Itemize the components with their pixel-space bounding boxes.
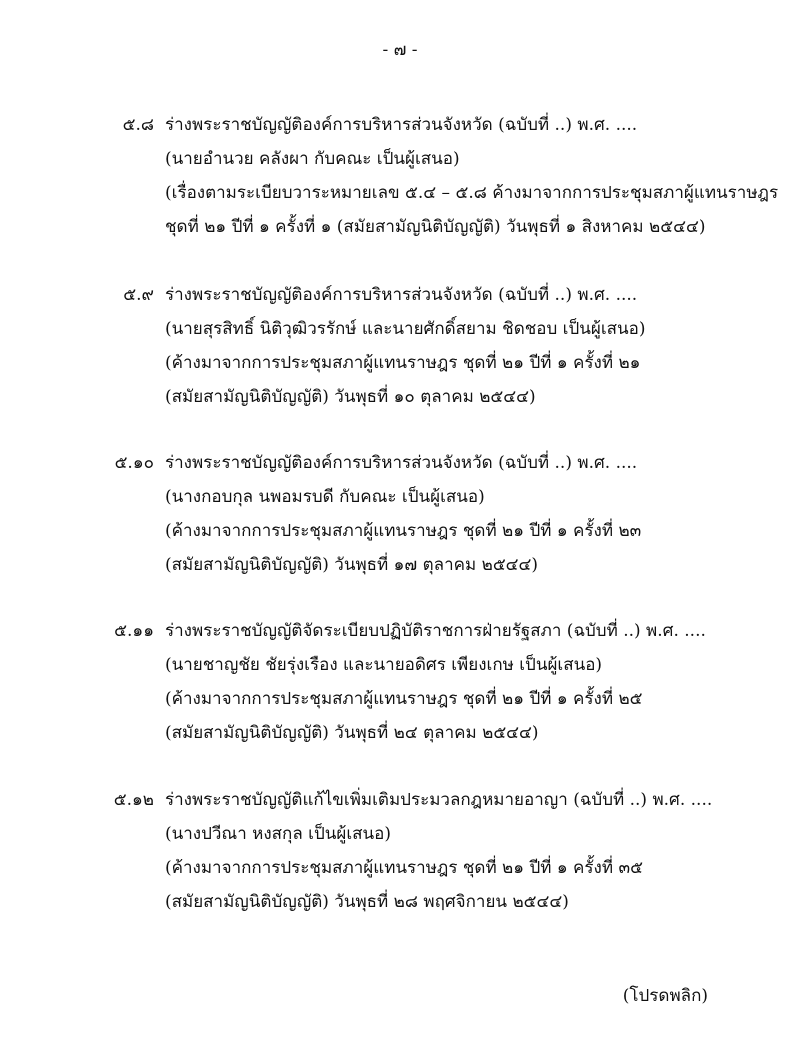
agenda-item-number: ๕.๘ — [122, 115, 154, 135]
agenda-item-title: ร่างพระราชบัญญัติแก้ไขเพิ่มเติมประมวลกฎหมายอาญา (ฉบับที่ ..) พ.ศ. .... — [165, 790, 713, 810]
agenda-item-line — [0, 480, 800, 514]
agenda-item-title: ร่างพระราชบัญญัติองค์การบริหารส่วนจังหวัด (ฉบับที่ ..) พ.ศ. .... — [165, 453, 638, 473]
agenda-item-line — [0, 548, 800, 582]
agenda-item-line — [0, 682, 800, 716]
agenda-item-note: (ค้างมาจากการประชุมสภาผู้แทนราษฎร ชุดที่ ๒๑ ปีที่ ๑ ครั้งที่ ๒๓ — [165, 521, 642, 541]
agenda-item-title: ร่างพระราชบัญญัติองค์การบริหารส่วนจังหวัด (ฉบับที่ ..) พ.ศ. .... — [165, 115, 638, 135]
agenda-item-heading — [0, 614, 800, 648]
agenda-item-line — [0, 210, 800, 244]
page-number: - ๗ - — [382, 40, 418, 60]
agenda-item-title: ร่างพระราชบัญญัติจัดระเบียบปฏิบัติราชการฝ่ายรัฐสภา (ฉบับที่ ..) พ.ศ. .... — [165, 621, 706, 641]
agenda-item-proposer: (นายสุรสิทธิ์ นิติวุฒิวรรักษ์ และนายศักดิ์สยาม ชิดชอบ เป็นผู้เสนอ) — [165, 319, 646, 339]
agenda-item-line — [0, 142, 800, 176]
agenda-item-heading — [0, 108, 800, 142]
agenda-item-proposer: (นายชาญชัย ชัยรุ่งเรือง และนายอดิศร เพียงเกษ เป็นผู้เสนอ) — [165, 655, 603, 675]
agenda-item-number: ๕.๙ — [123, 285, 154, 305]
agenda-item-proposer: (นายอำนวย คลังผา กับคณะ เป็นผู้เสนอ) — [165, 149, 460, 169]
agenda-item-line — [0, 514, 800, 548]
agenda-item-line — [0, 648, 800, 682]
agenda-item-note: (ค้างมาจากการประชุมสภาผู้แทนราษฎร ชุดที่ ๒๑ ปีที่ ๑ ครั้งที่ ๓๕ — [165, 858, 643, 878]
agenda-item-line — [0, 312, 800, 346]
agenda-item-5-9 — [0, 278, 800, 414]
agenda-item-note: (เรื่องตามระเบียบวาระหมายเลข ๕.๔ – ๕.๘ ค้างมาจากการประชุมสภาผู้แทนราษฎร — [165, 183, 779, 203]
agenda-item-note: (ค้างมาจากการประชุมสภาผู้แทนราษฎร ชุดที่ ๒๑ ปีที่ ๑ ครั้งที่ ๒๑ — [165, 353, 641, 373]
agenda-item-note: ชุดที่ ๒๑ ปีที่ ๑ ครั้งที่ ๑ (สมัยสามัญนิติบัญญัติ) วันพุธที่ ๑ สิงหาคม ๒๕๔๔) — [165, 217, 706, 237]
agenda-item-heading — [0, 278, 800, 312]
agenda-item-proposer: (นางปวีณา หงสกุล เป็นผู้เสนอ) — [165, 824, 391, 844]
agenda-item-heading — [0, 783, 800, 817]
agenda-item-title: ร่างพระราชบัญญัติองค์การบริหารส่วนจังหวัด (ฉบับที่ ..) พ.ศ. .... — [165, 285, 638, 305]
agenda-item-note: (ค้างมาจากการประชุมสภาผู้แทนราษฎร ชุดที่ ๒๑ ปีที่ ๑ ครั้งที่ ๒๕ — [165, 689, 643, 709]
agenda-item-line — [0, 716, 800, 750]
agenda-item-5-11 — [0, 614, 800, 750]
agenda-item-line — [0, 885, 800, 919]
agenda-item-note: (สมัยสามัญนิติบัญญัติ) วันพุธที่ ๒๔ ตุลาคม ๒๕๔๔) — [165, 723, 539, 743]
agenda-item-note: (สมัยสามัญนิติบัญญัติ) วันพุธที่ ๑๗ ตุลาคม ๒๕๔๔) — [165, 555, 539, 575]
agenda-item-number: ๕.๑๑ — [114, 621, 154, 641]
please-turn-over-note: (โปรดพลิก) — [622, 986, 708, 1006]
agenda-item-heading — [0, 446, 800, 480]
agenda-item-proposer: (นางกอบกุล นพอมรบดี กับคณะ เป็นผู้เสนอ) — [165, 487, 485, 507]
agenda-item-line — [0, 380, 800, 414]
agenda-item-5-8 — [0, 108, 800, 244]
agenda-item-number: ๕.๑๐ — [114, 453, 154, 473]
agenda-item-line — [0, 346, 800, 380]
agenda-item-line — [0, 817, 800, 851]
agenda-item-number: ๕.๑๒ — [113, 790, 154, 810]
agenda-item-note: (สมัยสามัญนิติบัญญัติ) วันพุธที่ ๑๐ ตุลาคม ๒๕๔๔) — [165, 387, 536, 407]
agenda-item-note: (สมัยสามัญนิติบัญญัติ) วันพุธที่ ๒๘ พฤศจิกายน ๒๕๔๔) — [165, 892, 569, 912]
agenda-item-5-12 — [0, 783, 800, 919]
agenda-item-5-10 — [0, 446, 800, 582]
agenda-item-line — [0, 851, 800, 885]
agenda-item-line — [0, 176, 800, 210]
